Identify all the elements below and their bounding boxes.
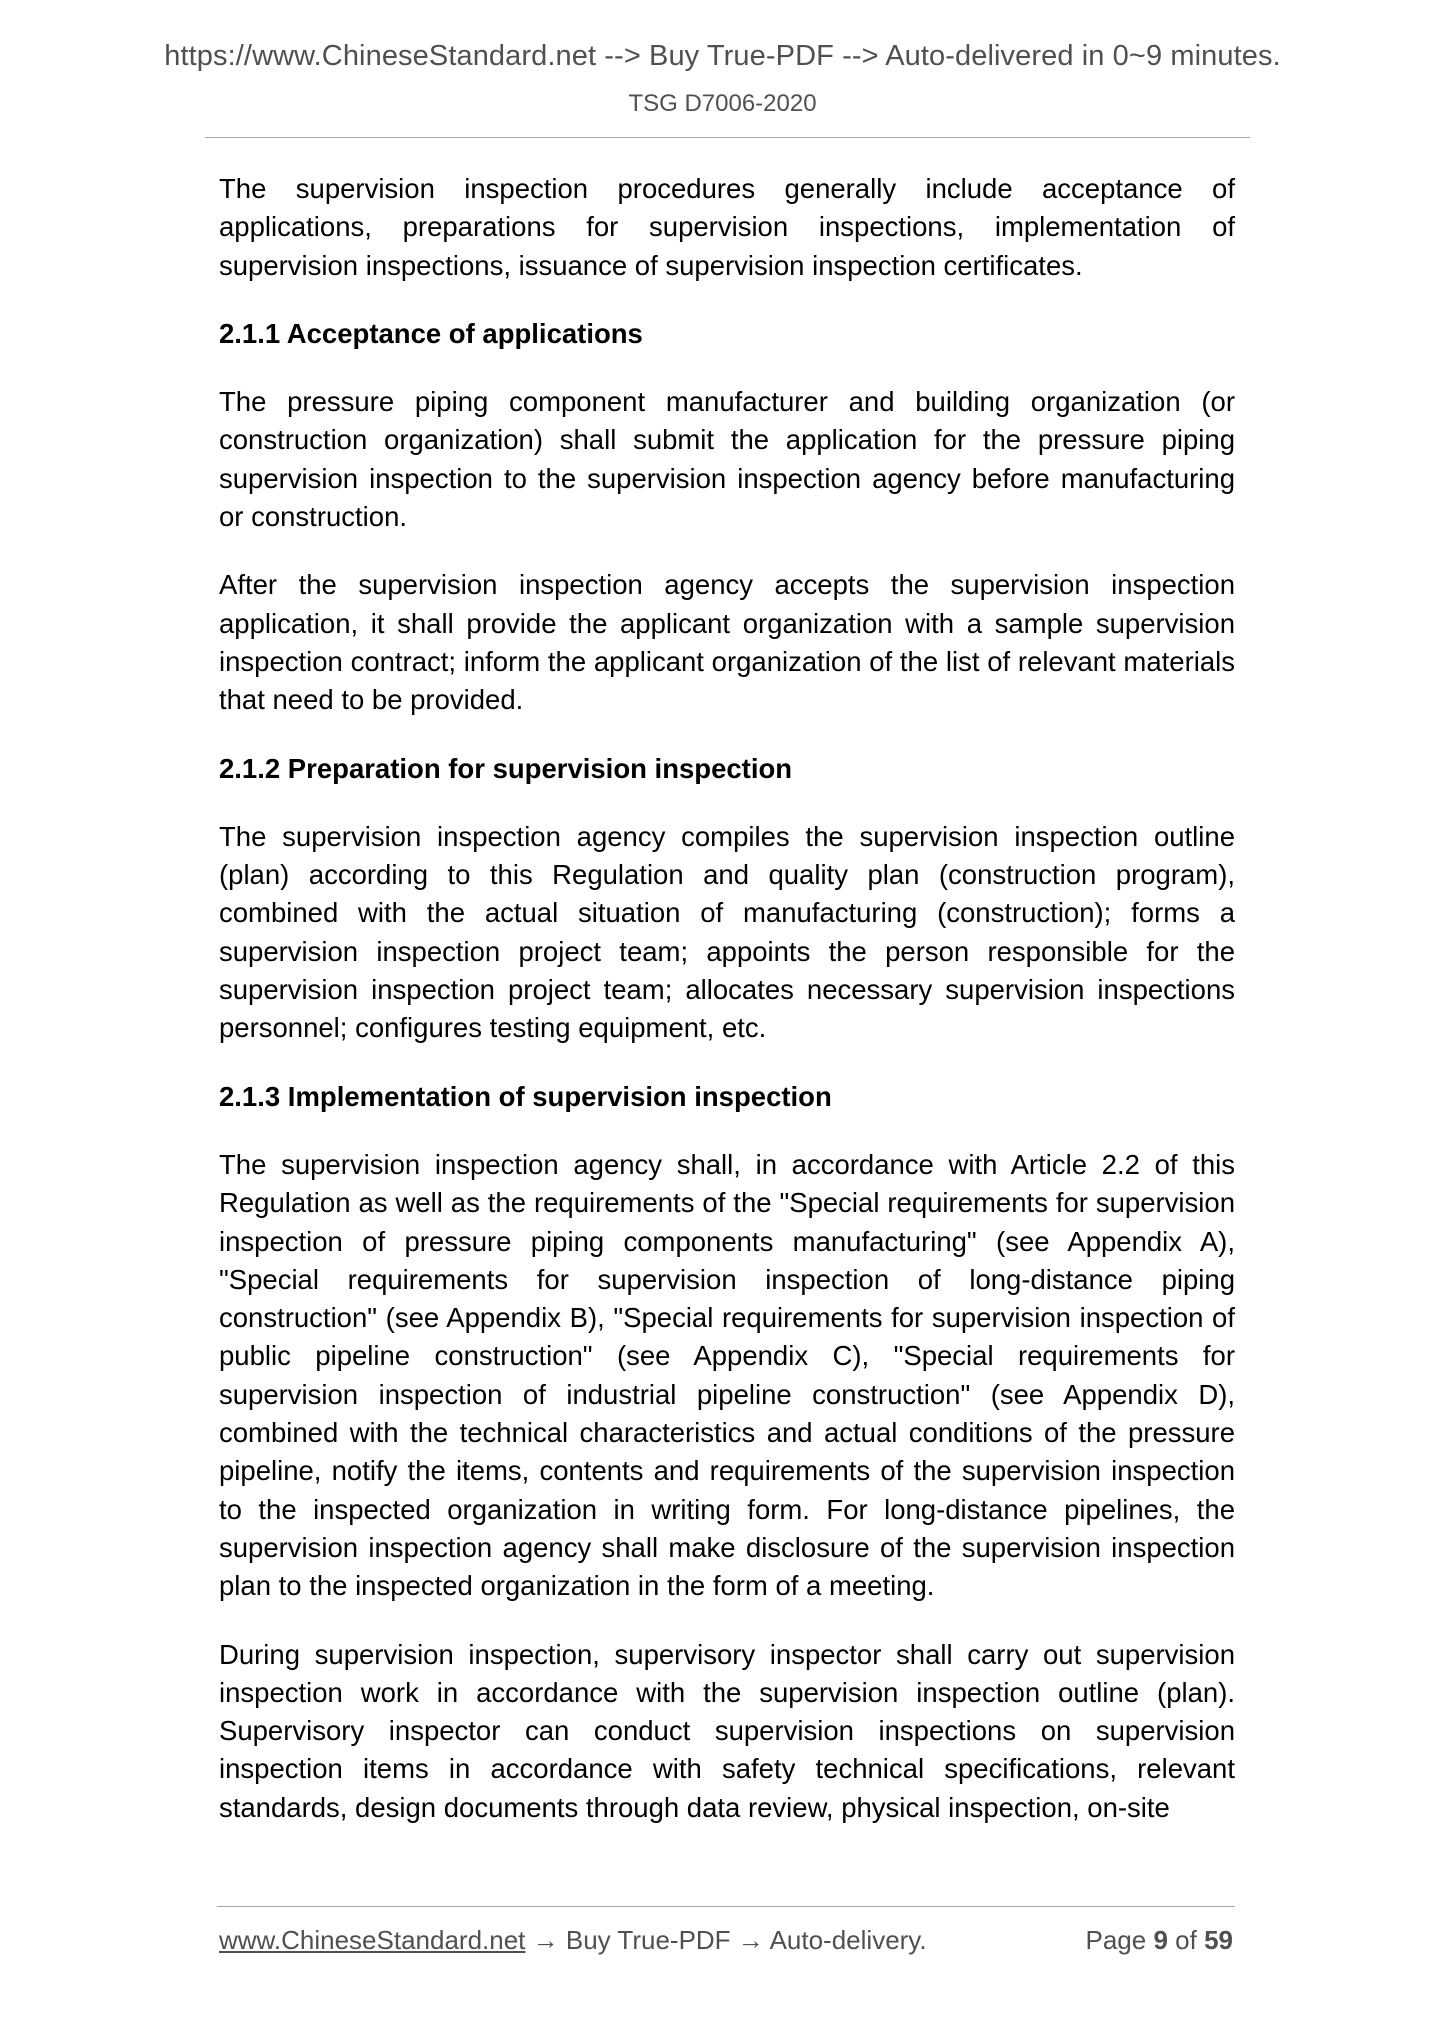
total-pages: 59: [1204, 1925, 1233, 1955]
section-heading-2-1-2: 2.1.2 Preparation for supervision inspection: [219, 752, 793, 784]
current-page-number: 9: [1153, 1925, 1168, 1955]
header-divider: [205, 137, 1250, 138]
paragraph-2-1-3-b: During supervision inspection, supervisory inspector shall carry out supervision inspection work in accordance with the supervision inspection outline (plan). Supervisory inspector can conduct supervision inspections on supervision inspection items in accordance with safety technical specifications, relevant standards, design documents through data review, physical inspection, on-site: [219, 1638, 1235, 1823]
footer-left: [219, 1925, 927, 1956]
of-label: of: [1175, 1925, 1197, 1955]
document-code: TSG D7006-2020: [628, 90, 817, 117]
footer-site-link[interactable]: www.ChineseStandard.net: [219, 1925, 526, 1955]
footer-divider: [217, 1906, 1235, 1907]
page-footer: [219, 1925, 1233, 1961]
paragraph-2-1-2: The supervision inspection agency compiles the supervision inspection outline (plan) according to this Regulation and quality plan (construction program), combined with the actual situation of manufacturing (construction); forms a supervision inspection project team; appoints the person responsible for the supervision inspection project team; allocates necessary supervision inspections personnel; configures testing equipment, etc.: [219, 820, 1235, 1044]
paragraph-2-1-3-a: The supervision inspection agency shall, in accordance with Article 2.2 of this Regulation as well as the requirements of the "Special requirements for supervision inspection of pressure piping components manufacturing" (see Appendix A), "Special requirements for supervision inspection of long-distance piping construction" (see Appendix B), "Special requirements for supervision inspection of public pipeline construction" (see Appendix C), "Special requirements for supervision inspection of industrial pipeline construction" (see Appendix D), combined with the technical characteristics and actual conditions of the pressure pipeline, notify the items, contents and requirements of the supervision inspection to the inspected organization in writing form. For long-distance pipelines, the supervision inspection agency shall make disclosure of the supervision inspection plan to the inspected organization in the form of a meeting.: [219, 1148, 1235, 1602]
paragraph-intro: The supervision inspection procedures generally include acceptance of applications, preparations for supervision inspections, implementation of supervision inspections, issuance of supervision inspection certificates.: [219, 173, 1235, 281]
page-number-indicator: [1085, 1925, 1233, 1956]
section-heading-2-1-3: 2.1.3 Implementation of supervision inspection: [219, 1080, 832, 1112]
page-label: Page: [1085, 1925, 1147, 1955]
paragraph-2-1-1-b: After the supervision inspection agency accepts the supervision inspection application, it shall provide the applicant organization with a sample supervision inspection contract; inform the applicant organization of the list of relevant materials that need to be provided.: [219, 569, 1235, 716]
page-content: [219, 170, 1235, 1857]
header-url-line: https://www.ChineseStandard.net --> Buy True-PDF --> Auto-delivered in 0~9 minutes.: [164, 40, 1281, 72]
footer-tail-text: → Buy True-PDF → Auto-delivery.: [525, 1925, 927, 1955]
section-heading-2-1-1: 2.1.1 Acceptance of applications: [219, 317, 643, 349]
paragraph-2-1-1-a: The pressure piping component manufacturer and building organization (or construction organization) shall submit the application for the pressure piping supervision inspection to the supervision inspection agency before manufacturing or construction.: [219, 386, 1235, 533]
